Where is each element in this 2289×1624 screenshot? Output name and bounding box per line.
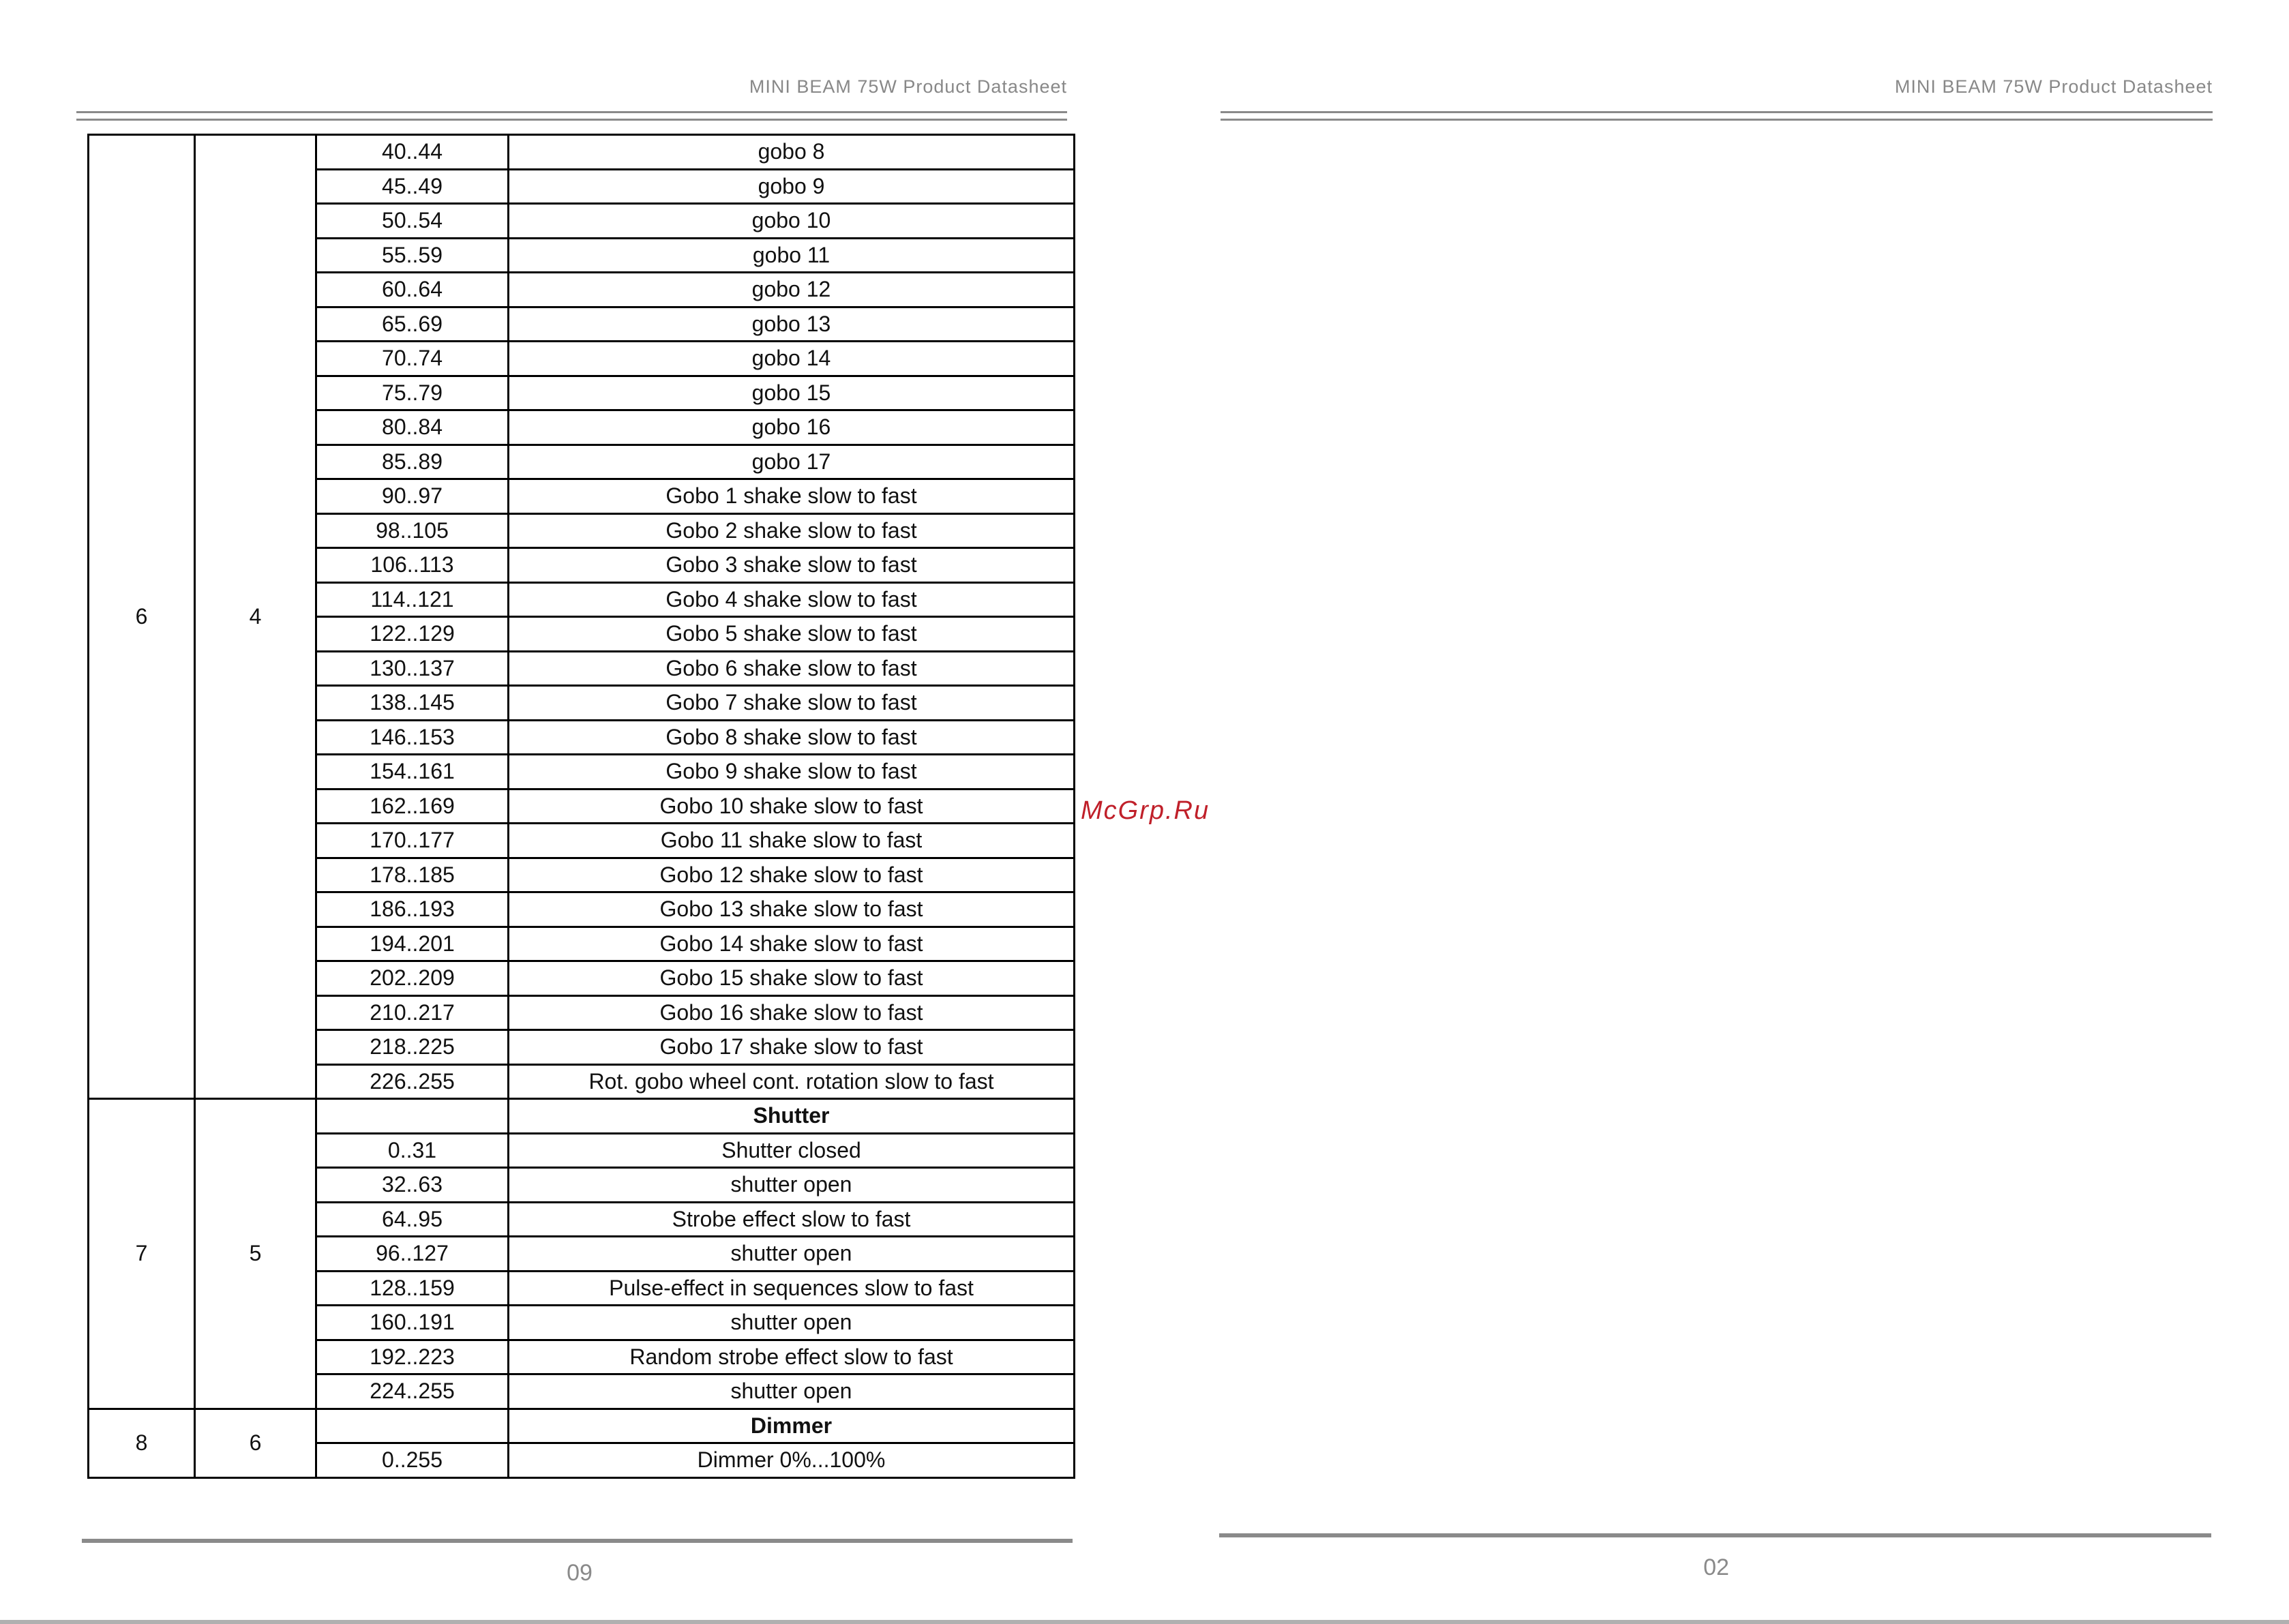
channel-cell-secondary: 5 <box>195 1099 316 1409</box>
function-cell: Gobo 4 shake slow to fast <box>509 582 1075 617</box>
range-cell-empty <box>316 1099 509 1134</box>
range-cell: 0..255 <box>316 1443 509 1478</box>
function-cell: gobo 10 <box>509 204 1075 239</box>
footer-rule-left <box>82 1539 1073 1543</box>
range-cell: 186..193 <box>316 892 509 927</box>
function-cell: Gobo 8 shake slow to fast <box>509 720 1075 755</box>
range-cell: 154..161 <box>316 755 509 790</box>
page-header-left: MINI BEAM 75W Product Datasheet <box>749 76 1067 97</box>
page-number-left: 09 <box>567 1560 593 1586</box>
range-cell: 210..217 <box>316 995 509 1030</box>
range-cell: 85..89 <box>316 445 509 479</box>
function-cell: Gobo 2 shake slow to fast <box>509 513 1075 548</box>
function-cell: gobo 11 <box>509 238 1075 273</box>
function-cell: Gobo 16 shake slow to fast <box>509 995 1075 1030</box>
range-cell: 202..209 <box>316 961 509 996</box>
function-cell: gobo 12 <box>509 273 1075 307</box>
watermark-text: McGrp.Ru <box>1081 796 1210 825</box>
function-cell: Gobo 6 shake slow to fast <box>509 651 1075 686</box>
function-cell: shutter open <box>509 1374 1075 1409</box>
table-section-row <box>89 1099 1075 1134</box>
function-cell: gobo 15 <box>509 376 1075 410</box>
range-cell: 60..64 <box>316 273 509 307</box>
range-cell: 106..113 <box>316 548 509 583</box>
range-cell: 32..63 <box>316 1168 509 1203</box>
function-cell: gobo 8 <box>509 135 1075 170</box>
function-cell: Gobo 15 shake slow to fast <box>509 961 1075 996</box>
header-rule-right-bottom <box>1221 119 2213 121</box>
range-cell: 162..169 <box>316 789 509 824</box>
function-cell: shutter open <box>509 1168 1075 1203</box>
channel-cell-secondary: 6 <box>195 1409 316 1477</box>
range-cell: 55..59 <box>316 238 509 273</box>
function-cell: Random strobe effect slow to fast <box>509 1340 1075 1374</box>
function-cell: Gobo 5 shake slow to fast <box>509 617 1075 652</box>
function-cell: Gobo 14 shake slow to fast <box>509 927 1075 961</box>
function-cell: Shutter closed <box>509 1133 1075 1168</box>
range-cell: 70..74 <box>316 342 509 376</box>
range-cell: 128..159 <box>316 1271 509 1306</box>
channel-cell-primary: 7 <box>89 1099 195 1409</box>
range-cell: 194..201 <box>316 927 509 961</box>
range-cell: 170..177 <box>316 824 509 858</box>
function-cell: Gobo 11 shake slow to fast <box>509 824 1075 858</box>
range-cell: 146..153 <box>316 720 509 755</box>
function-cell: gobo 16 <box>509 410 1075 445</box>
channel-cell-primary: 8 <box>89 1409 195 1477</box>
function-cell: Gobo 12 shake slow to fast <box>509 858 1075 892</box>
range-cell: 160..191 <box>316 1306 509 1340</box>
range-cell: 64..95 <box>316 1202 509 1237</box>
function-cell: Pulse-effect in sequences slow to fast <box>509 1271 1075 1306</box>
range-cell-empty <box>316 1409 509 1443</box>
header-rule-left-top <box>76 111 1067 113</box>
function-cell: Gobo 3 shake slow to fast <box>509 548 1075 583</box>
footer-rule-right <box>1219 1533 2211 1537</box>
section-title-cell: Dimmer <box>509 1409 1075 1443</box>
function-cell: shutter open <box>509 1306 1075 1340</box>
dmx-channel-table <box>87 134 1075 1479</box>
function-cell: Rot. gobo wheel cont. rotation slow to fast <box>509 1064 1075 1099</box>
range-cell: 40..44 <box>316 135 509 170</box>
function-cell: Gobo 13 shake slow to fast <box>509 892 1075 927</box>
function-cell: Gobo 1 shake slow to fast <box>509 479 1075 514</box>
function-cell: gobo 13 <box>509 307 1075 342</box>
function-cell: Strobe effect slow to fast <box>509 1202 1075 1237</box>
table-row <box>89 135 1075 170</box>
page-number-right: 02 <box>1703 1554 1729 1580</box>
function-cell: gobo 9 <box>509 169 1075 204</box>
range-cell: 224..255 <box>316 1374 509 1409</box>
range-cell: 218..225 <box>316 1030 509 1065</box>
range-cell: 192..223 <box>316 1340 509 1374</box>
range-cell: 138..145 <box>316 686 509 721</box>
function-cell: Dimmer 0%...100% <box>509 1443 1075 1478</box>
range-cell: 80..84 <box>316 410 509 445</box>
function-cell: Gobo 9 shake slow to fast <box>509 755 1075 790</box>
header-rule-left-bottom <box>76 119 1067 121</box>
channel-cell-primary: 6 <box>89 135 195 1099</box>
page-header-right: MINI BEAM 75W Product Datasheet <box>1894 76 2213 97</box>
range-cell: 0..31 <box>316 1133 509 1168</box>
range-cell: 96..127 <box>316 1237 509 1272</box>
section-title-cell: Shutter <box>509 1099 1075 1134</box>
function-cell: Gobo 10 shake slow to fast <box>509 789 1075 824</box>
range-cell: 65..69 <box>316 307 509 342</box>
bottom-edge-bar <box>0 1620 2289 1624</box>
function-cell: shutter open <box>509 1237 1075 1272</box>
range-cell: 90..97 <box>316 479 509 514</box>
dmx-table-body <box>89 135 1075 1478</box>
range-cell: 98..105 <box>316 513 509 548</box>
range-cell: 50..54 <box>316 204 509 239</box>
range-cell: 122..129 <box>316 617 509 652</box>
range-cell: 75..79 <box>316 376 509 410</box>
function-cell: gobo 14 <box>509 342 1075 376</box>
function-cell: Gobo 17 shake slow to fast <box>509 1030 1075 1065</box>
range-cell: 45..49 <box>316 169 509 204</box>
header-rule-right-top <box>1221 111 2213 113</box>
function-cell: Gobo 7 shake slow to fast <box>509 686 1075 721</box>
range-cell: 130..137 <box>316 651 509 686</box>
function-cell: gobo 17 <box>509 445 1075 479</box>
table-section-row <box>89 1409 1075 1443</box>
range-cell: 114..121 <box>316 582 509 617</box>
channel-cell-secondary: 4 <box>195 135 316 1099</box>
range-cell: 226..255 <box>316 1064 509 1099</box>
range-cell: 178..185 <box>316 858 509 892</box>
